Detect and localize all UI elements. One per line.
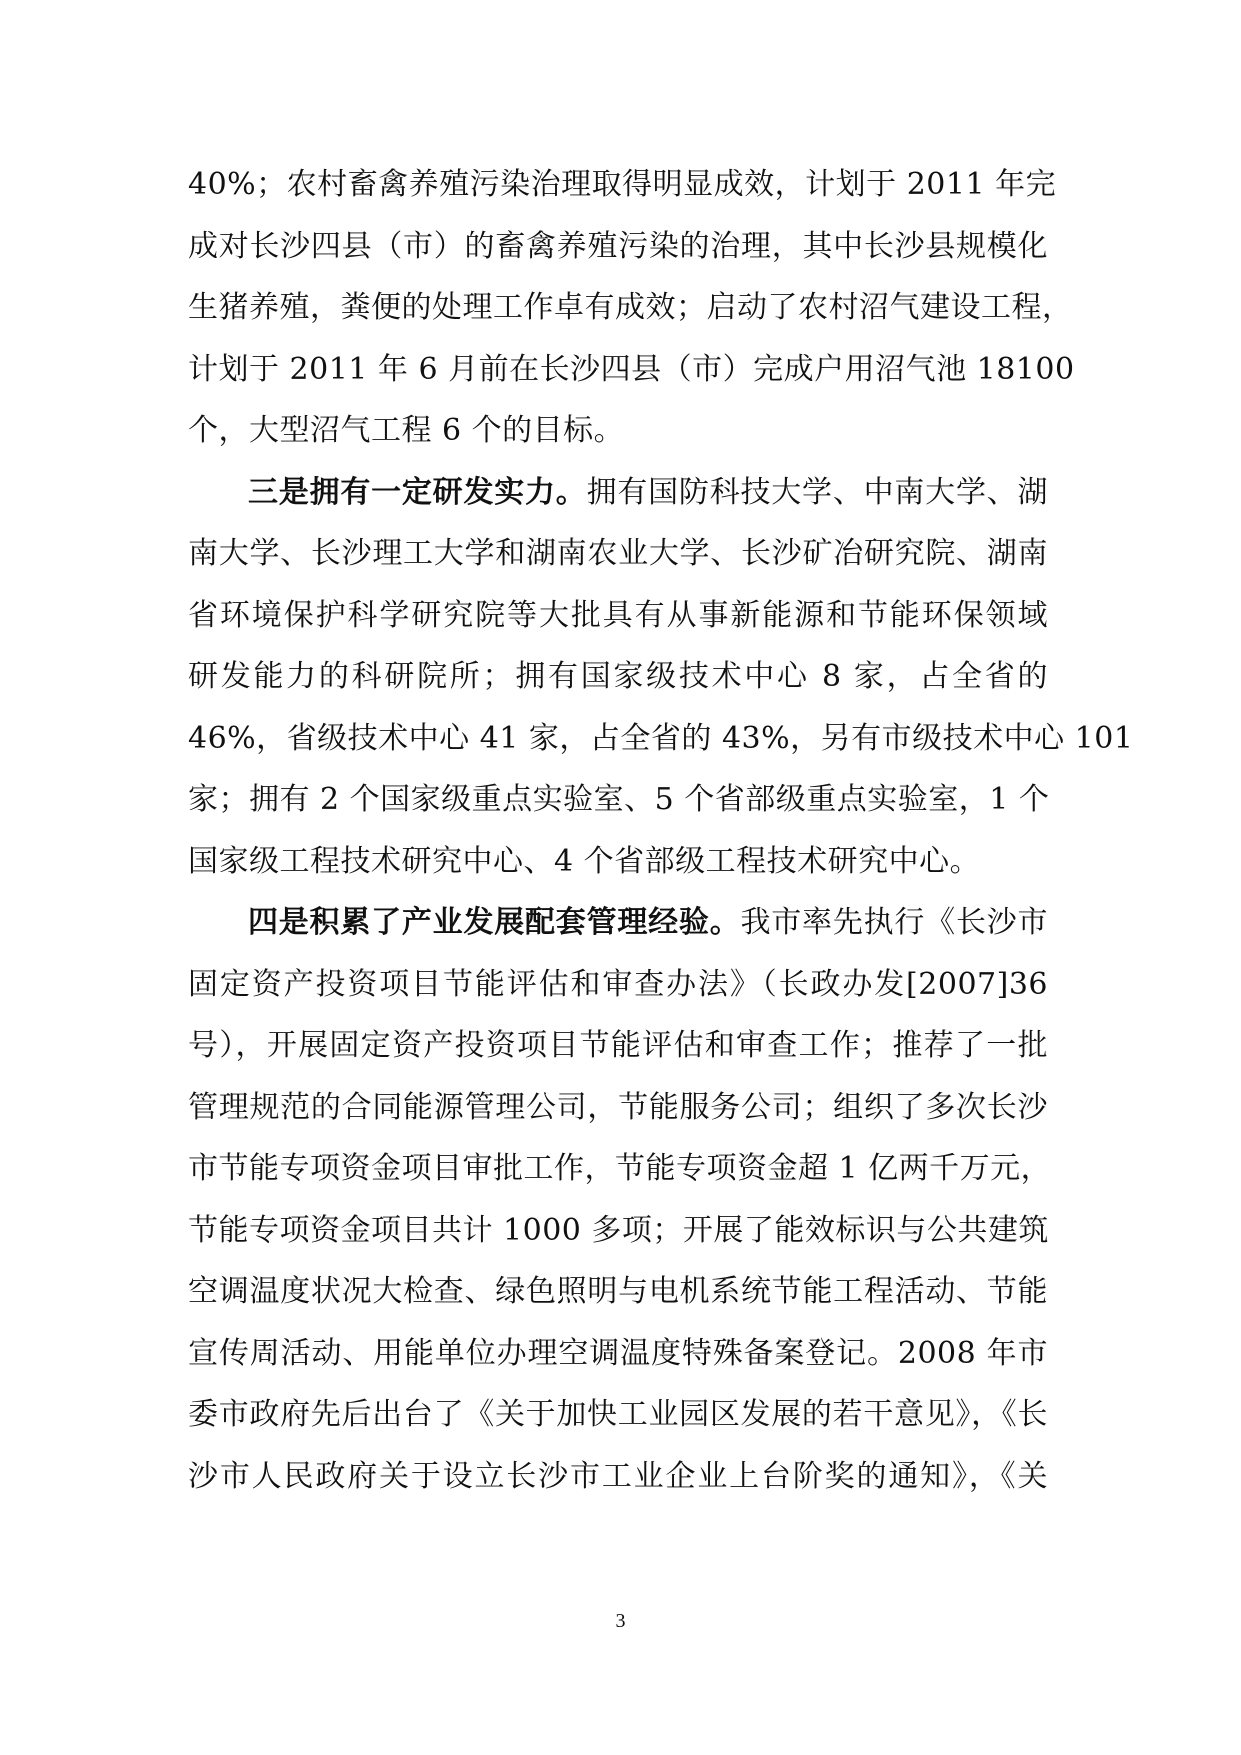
text-line: 节能专项资金项目共计 1000 多项；开展了能效标识与公共建筑 <box>188 1212 1049 1248</box>
text-line: 生猪养殖，粪便的处理工作卓有成效；启动了农村沼气建设工程， <box>188 290 1073 325</box>
paragraph-heading: 四是积累了产业发展配套管理经验。 <box>248 905 741 940</box>
text-line: 个，大型沼气工程 6 个的目标。 <box>188 413 625 448</box>
text-line: 空调温度状况大检查、绿色照明与电机系统节能工程活动、节能 <box>188 1274 1048 1309</box>
text-line <box>188 462 1048 524</box>
text-line: 沙市人民政府关于设立长沙市工业企业上台阶奖的通知》，《关 <box>188 1458 1048 1494</box>
text-line: 40%；农村畜禽养殖污染治理取得明显成效，计划于 2011 年完 <box>188 167 1057 202</box>
text-line: 46%，省级技术中心 41 家，占全省的 43%，另有市级技术中心 101 <box>188 720 1134 756</box>
text-line: 成对长沙四县（市）的畜禽养殖污染的治理，其中长沙县规模化 <box>188 228 1048 264</box>
text-line: 号），开展固定资产投资项目节能评估和审查工作；推荐了一批 <box>188 1028 1048 1063</box>
text-line: 研发能力的科研院所；拥有国家级技术中心 8 家，占全省的 <box>188 659 1048 694</box>
text-line: 南大学、长沙理工大学和湖南农业大学、长沙矿冶研究院、湖南 <box>188 536 1048 571</box>
text-line: 省环境保护科学研究院等大批具有从事新能源和节能环保领域 <box>188 597 1048 633</box>
text-fragment: 我市率先执行《长沙市 <box>740 905 1049 940</box>
text-line <box>188 892 1048 954</box>
paragraph-3 <box>188 892 1052 1507</box>
paragraph-heading: 三是拥有一定研发实力。 <box>248 474 587 510</box>
text-line: 国家级工程技术研究中心、4 个省部级工程技术研究中心。 <box>188 843 981 879</box>
text-line: 委市政府先后出台了《关于加快工业园区发展的若干意见》，《长 <box>188 1397 1048 1432</box>
text-fragment: 拥有国防科技大学、中南大学、湖 <box>586 474 1049 510</box>
text-line: 固定资产投资项目节能评估和审查办法》（长政办发[2007]36 <box>188 966 1048 1002</box>
paragraph-2 <box>188 462 1134 893</box>
page-number: 3 <box>615 1610 626 1632</box>
text-line: 家；拥有 2 个国家级重点实验室、5 个省部级重点实验室，1 个 <box>188 782 1050 817</box>
text-line: 市节能专项资金项目审批工作，节能专项资金超 1 亿两千万元， <box>188 1151 1052 1186</box>
text-line: 计划于 2011 年 6 月前在长沙四县（市）完成户用沼气池 18100 <box>188 351 1075 387</box>
text-line: 宣传周活动、用能单位办理空调温度特殊备案登记。2008 年市 <box>188 1335 1048 1371</box>
text-line: 管理规范的合同能源管理公司，节能服务公司；组织了多次长沙 <box>188 1089 1048 1125</box>
paragraph-1 <box>188 154 1075 462</box>
body-text <box>188 154 1134 1507</box>
